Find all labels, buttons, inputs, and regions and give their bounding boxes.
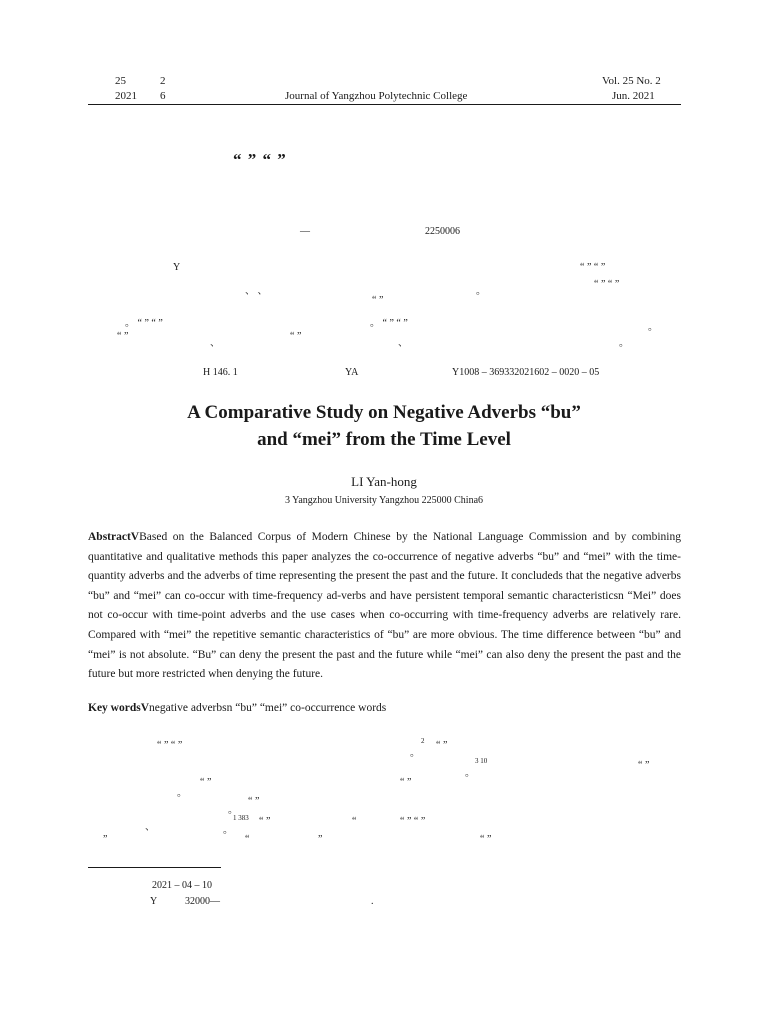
cn-abstract-enum-marks: 、 、 [245, 286, 268, 297]
body-period: 。 [177, 788, 187, 799]
header-month-cn: 6 [160, 90, 166, 102]
body-quote-fragment: “ ” “ ” [400, 816, 426, 827]
keywords-text: negative adverbsn “bu” “mei” co-occurrence words [149, 702, 387, 714]
cn-abstract-quote-fragment: “ ” [290, 331, 302, 342]
body-quote-fragment: “ ” [638, 760, 650, 771]
body-period: 。 [410, 748, 420, 759]
body-citation-superscript: 2 [421, 737, 425, 745]
header-year-cn: 2021 [115, 90, 137, 102]
footnote-author-mark: Y [150, 896, 158, 907]
cn-author-dash: — [300, 226, 310, 237]
body-quote-fragment: “ ” [248, 796, 260, 807]
footnote-end-dot: . [371, 896, 374, 907]
header-volume-cn: 25 [115, 75, 126, 87]
body-quote-fragment: ” [318, 834, 323, 845]
footnote-postcode: 32000— [185, 896, 220, 907]
keywords [88, 702, 386, 714]
cn-abstract-enum-mark: 、 [210, 338, 220, 349]
cn-abstract-quote-fragment: “ ” [117, 331, 129, 342]
body-quote-fragment: “ ” “ ” [157, 740, 183, 751]
body-period: 。 [228, 805, 238, 816]
keywords-label: Key wordsV [88, 702, 150, 714]
footnote-rule [88, 867, 221, 868]
abstract [88, 528, 681, 685]
clc-number: H 146. 1 [203, 367, 238, 378]
cn-abstract-enum-mark: 、 [398, 338, 408, 349]
body-quote-fragment: “ ” [200, 777, 212, 788]
body-citation-superscript: 3 10 [475, 757, 488, 765]
body-quote-fragment: “ [245, 834, 250, 845]
cn-author-postcode: 2250006 [425, 226, 460, 237]
english-author: LI Yan-hong [351, 474, 417, 489]
body-quote-fragment: “ ” [436, 740, 448, 751]
cn-abstract-quote-fragment: 。 “ ” “ ” [125, 318, 163, 329]
cn-abstract-period: 。 [619, 338, 629, 349]
english-title-line-1: A Comparative Study on Negative Adverbs “bu” [187, 402, 581, 423]
cn-abstract-quote-fragment: “ ” [372, 295, 384, 306]
english-title-line-2: and “mei” from the Time Level [257, 429, 511, 450]
cn-abstract-quote-fragment: 。 “ ” “ ” [370, 318, 408, 329]
body-quote-fragment: “ ” [400, 777, 412, 788]
header-date-en: Jun. 2021 [612, 90, 655, 102]
header-volume-en: Vol. 25 No. 2 [602, 75, 661, 87]
article-id: Y1008 – 369332021602 – 0020 – 05 [452, 367, 600, 378]
body-citation-superscript: 1 383 [233, 814, 249, 822]
header-journal-name: Journal of Yangzhou Polytechnic College [285, 90, 468, 102]
cn-abstract-label-mark: Y [173, 262, 181, 273]
cn-abstract-quote-fragment: “ ” “ ” [580, 262, 606, 273]
body-quote-fragment: “ ” [259, 816, 271, 827]
cn-abstract-period: 。 [648, 322, 658, 333]
body-period: 。 [465, 768, 475, 779]
body-quote-fragment: ” [103, 834, 108, 845]
cn-abstract-quote-fragment: “ ” “ ” [594, 279, 620, 290]
body-quote-fragment: “ ” [480, 834, 492, 845]
document-code: YA [345, 367, 359, 378]
cn-abstract-period: 。 [476, 286, 486, 297]
body-period: 。 [223, 825, 233, 836]
header-number-cn: 2 [160, 75, 166, 87]
english-affiliation: 3 Yangzhou University Yangzhou 225000 China6 [284, 495, 484, 506]
header-rule [88, 104, 681, 105]
abstract-label: AbstractV [88, 531, 140, 543]
footnote-received-date: 2021 – 04 – 10 [152, 880, 212, 891]
body-enum-mark: 、 [145, 822, 155, 833]
cn-title-quotes: “ ” “ ” [233, 150, 287, 169]
abstract-text: Based on the Balanced Corpus of Modern Chinese by the National Language Commission and by combining quantitative and qualitative methods this paper analyzes the co-occurrence of negative adverbs “bu” and “mei” with the time-quantity adverbs and the adverbs of time representing the present the past and the future. It concludeds that the negative adverbs “bu” and “mei” can co-occur with time-frequency ad-verbs and have persistent temporal semantic characteristicsn “Mei” does not co-occur with time-point adverbs and the use cases when co-occurring with time-frequency adverbs are relatively rare. Compared with “mei” the repetitive semantic characteristics of “bu” are more obvious. The time difference between “bu” and “mei” is not absolute. “Bu” can deny the present the past and the future while “mei” can also deny the present the past and the future but more restricted when denying the future. [88, 531, 681, 681]
body-quote-fragment: “ [352, 816, 357, 827]
